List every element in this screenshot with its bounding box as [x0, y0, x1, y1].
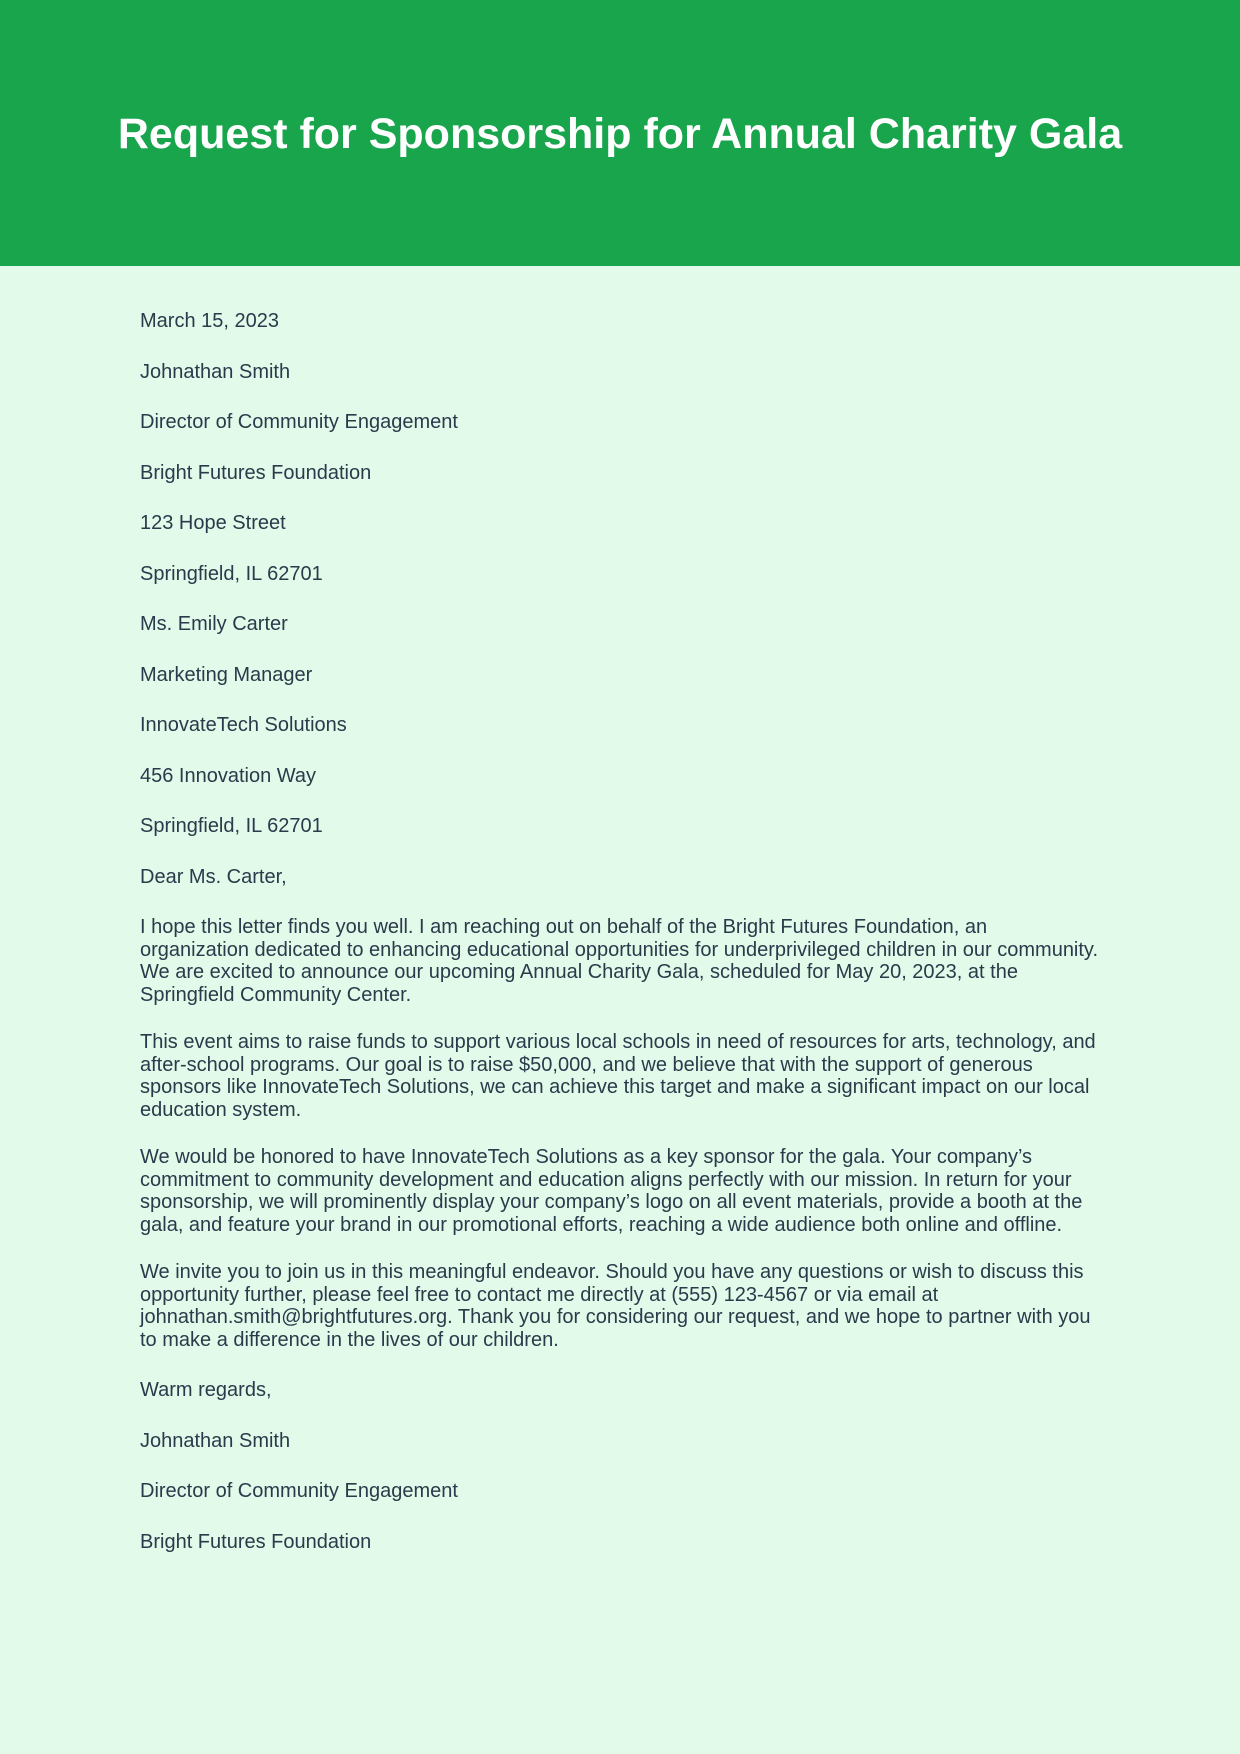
sender-name: Johnathan Smith [140, 360, 291, 383]
closing: Warm regards, [140, 1379, 272, 1401]
sender-organization: Bright Futures Foundation [140, 461, 372, 484]
signature-organization: Bright Futures Foundation [140, 1530, 372, 1553]
body-paragraph: I hope this letter finds you well. I am reaching out on behalf of the Bright Futures Foundation, an organization dedicated to enhancing educational opportunities for underprivileged children in our community. We are excited to announce our upcoming Annual Charity Gala, scheduled for May 20, 2023, at the Springfield Community Center. [140, 916, 1099, 1006]
recipient-city-state-zip: Springfield, IL 62701 [140, 815, 323, 837]
recipient-name: Ms. Emily Carter [140, 613, 288, 635]
salutation: Dear Ms. Carter, [140, 865, 287, 888]
recipient-street: 456 Innovation Way [140, 764, 317, 787]
body-paragraph: We invite you to join us in this meaningful endeavor. Should you have any questions or wish to discuss this opportunity further, please feel free to contact me directly at (555) 123-4567 or via email at johnathan.smith@brightfutures.org. Thank you for considering our request, and we hope to partner with you to make a difference in the lives of our children. [140, 1261, 1091, 1351]
letter-body [140, 310, 1100, 1581]
sender-title: Director of Community Engagement [140, 411, 458, 433]
recipient-title: Marketing Manager [140, 663, 313, 686]
body-paragraph: This event aims to raise funds to support various local schools in need of resources for arts, technology, and after-school programs. Our goal is to raise $50,000, and we believe that with the support of generous sponsors like InnovateTech Solutions, we can achieve this target and make a significant impact on our local education system. [140, 1031, 1096, 1121]
sender-street: 123 Hope Street [140, 512, 286, 534]
signature-title: Director of Community Engagement [140, 1480, 458, 1502]
sender-city-state-zip: Springfield, IL 62701 [140, 562, 323, 585]
letter-date: March 15, 2023 [140, 310, 279, 332]
recipient-company: InnovateTech Solutions [140, 714, 347, 736]
body-paragraph: We would be honored to have InnovateTech Solutions as a key sponsor for the gala. Your company’s commitment to community development and education aligns perfectly with our mission. In return for your sponsorship, we will prominently display your company’s logo on all event materials, provide a booth at the gala, and feature your brand in our promotional efforts, reaching a wide audience both online and offline. [140, 1146, 1083, 1236]
page-title: Request for Sponsorship for Annual Charity Gala [117, 110, 1123, 158]
signature-name: Johnathan Smith [140, 1429, 291, 1452]
header-banner [0, 0, 1240, 266]
